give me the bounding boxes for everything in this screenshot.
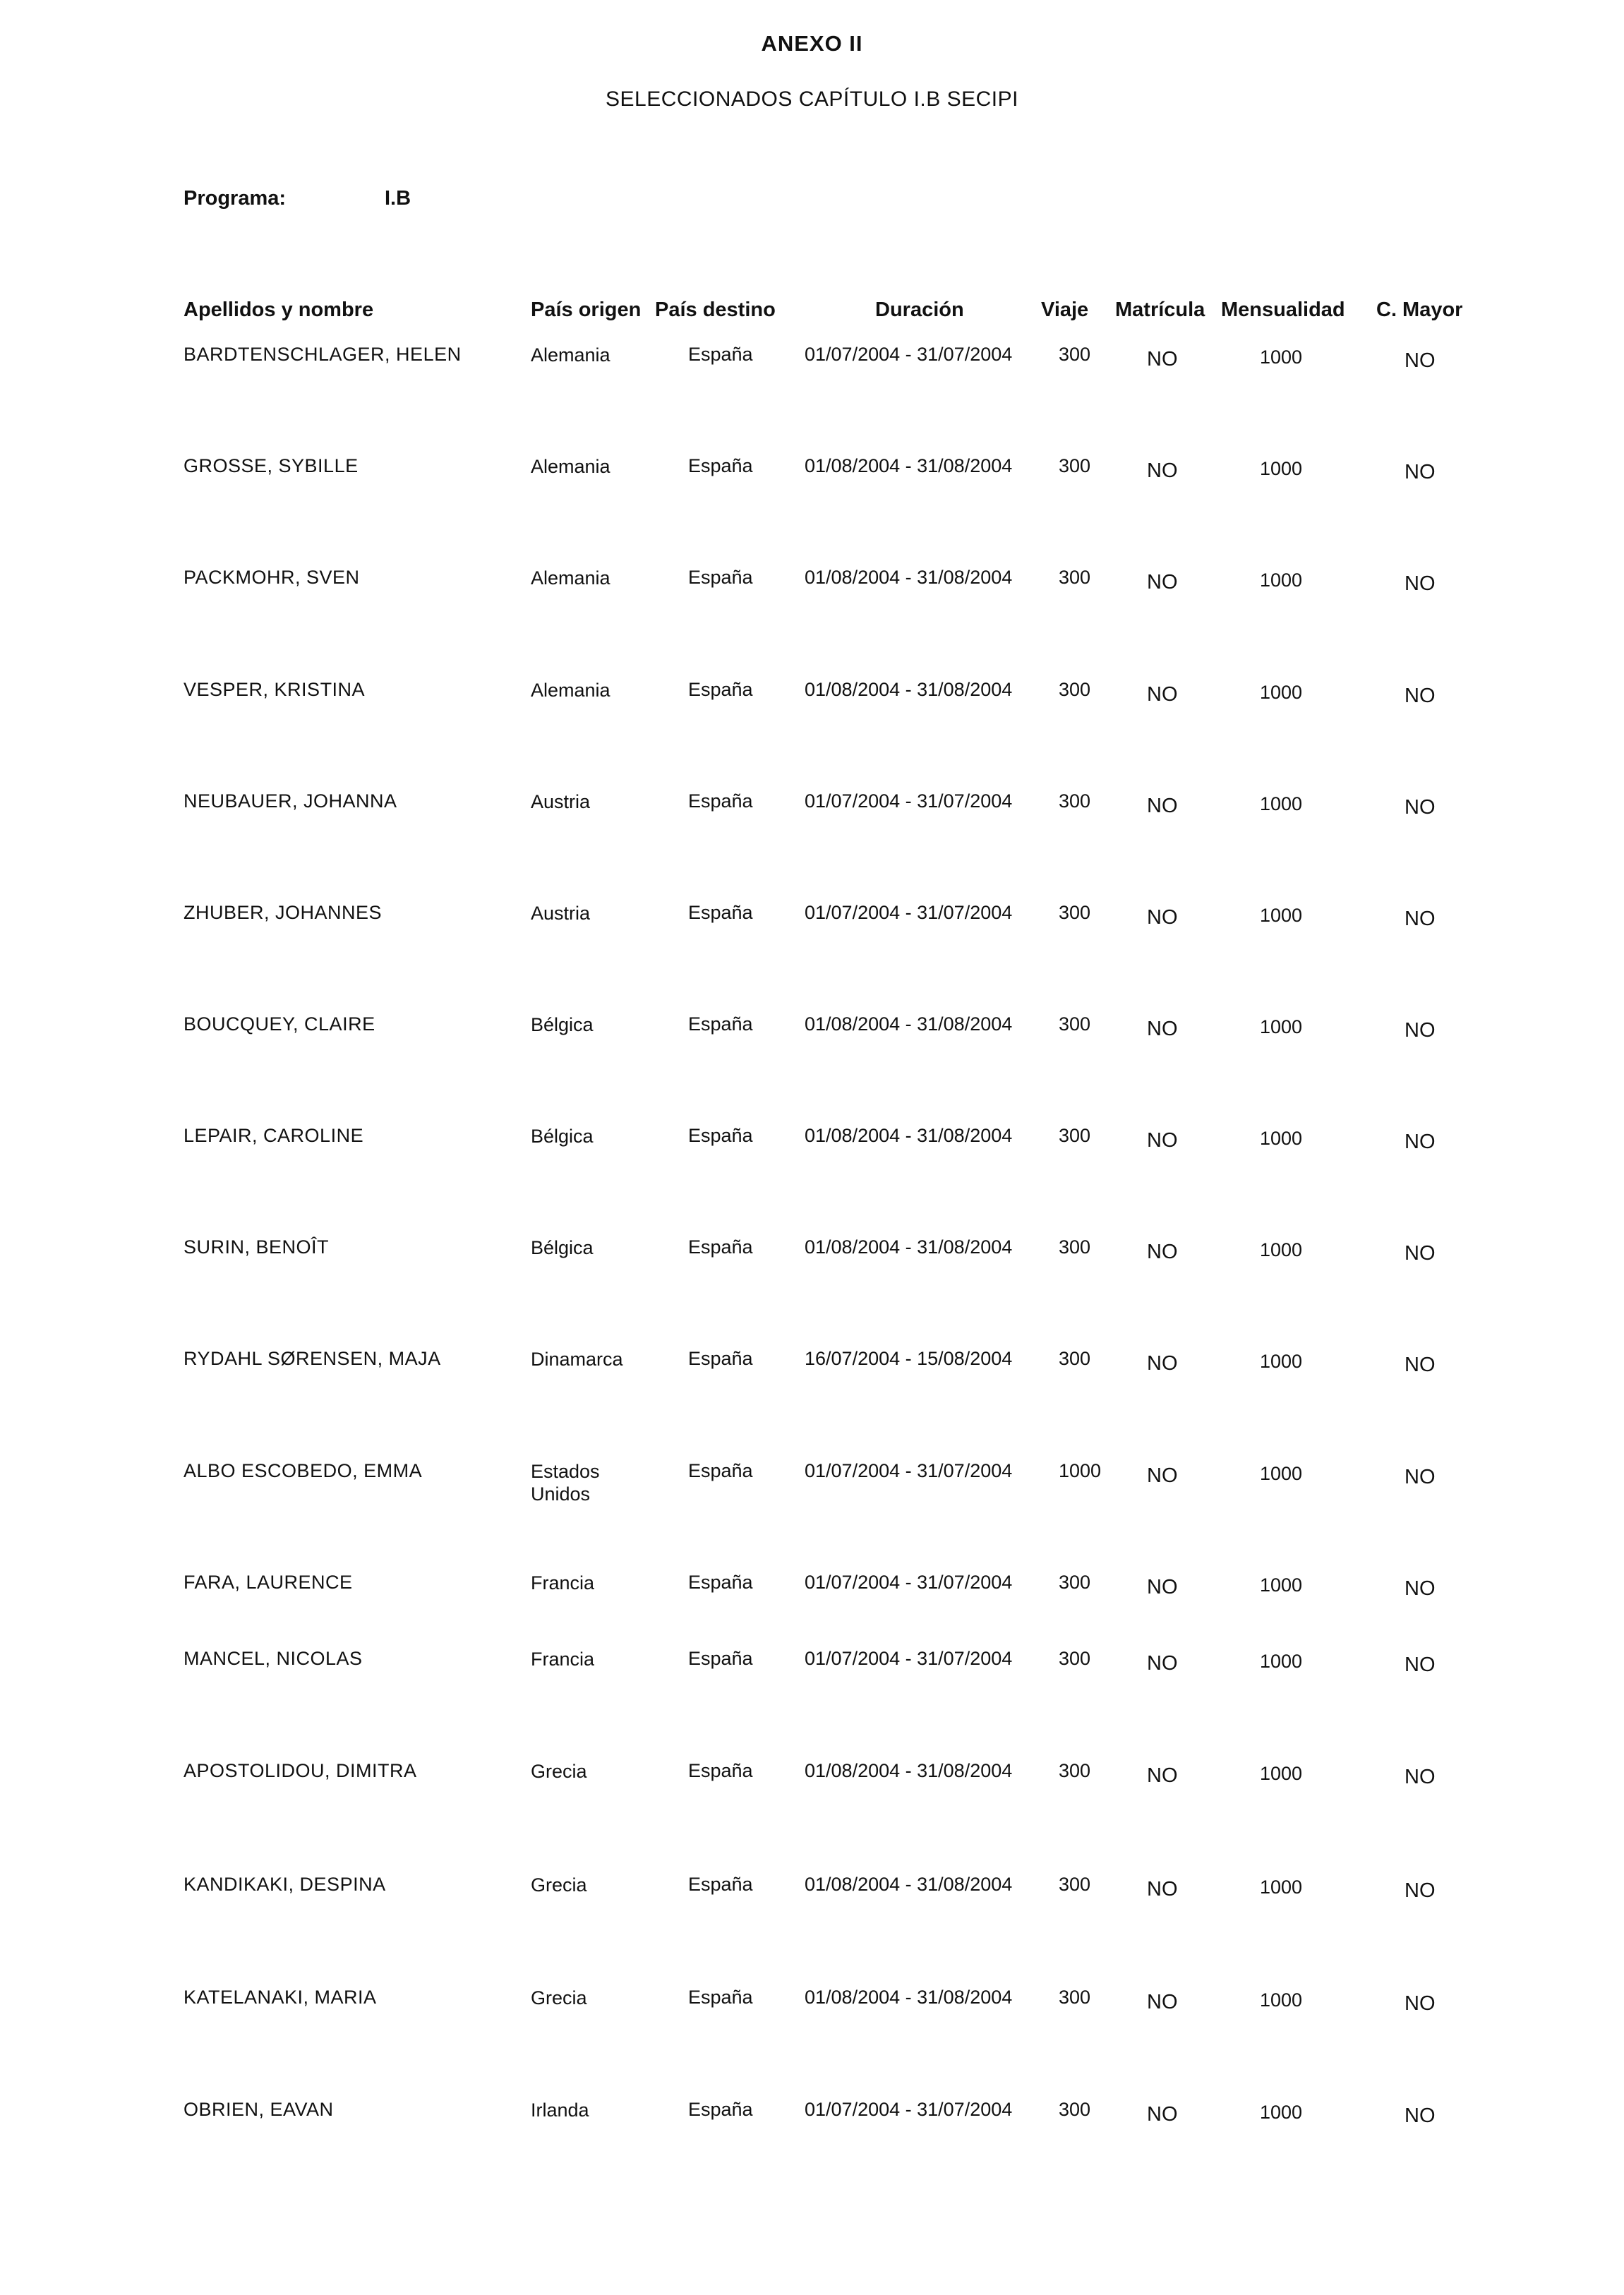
cell-viaje: 300 <box>1059 1648 1091 1669</box>
cell-cmayor: NO <box>1405 572 1436 595</box>
cell-nombre: VESPER, KRISTINA <box>184 679 366 700</box>
cell-matricula: NO <box>1147 571 1178 594</box>
cell-duracion: 01/07/2004 - 31/07/2004 <box>805 790 1013 812</box>
cell-matricula: NO <box>1147 2103 1178 2126</box>
table-row <box>0 1572 1624 1656</box>
cell-cmayor: NO <box>1405 1654 1436 1676</box>
cell-matricula: NO <box>1147 683 1178 706</box>
cell-viaje: 300 <box>1059 902 1091 923</box>
cell-matricula: NO <box>1147 459 1178 482</box>
cell-origen: Grecia <box>531 1874 587 1896</box>
header-mensualidad: Mensualidad <box>1221 299 1345 321</box>
cell-viaje: 300 <box>1059 1013 1091 1035</box>
table-row <box>0 1648 1624 1733</box>
header-viaje: Viaje <box>1041 299 1089 321</box>
cell-destino: España <box>688 1236 753 1258</box>
table-row <box>0 344 1624 428</box>
cell-cmayor: NO <box>1405 1131 1436 1153</box>
cell-matricula: NO <box>1147 1352 1178 1375</box>
cell-destino: España <box>688 1348 753 1369</box>
cell-nombre: ALBO ESCOBEDO, EMMA <box>184 1460 423 1481</box>
header-cmayor: C. Mayor <box>1376 299 1463 321</box>
cell-duracion: 01/07/2004 - 31/07/2004 <box>805 1648 1013 1669</box>
cell-duracion: 01/08/2004 - 31/08/2004 <box>805 1125 1013 1146</box>
cell-cmayor: NO <box>1405 1242 1436 1265</box>
cell-matricula: NO <box>1147 1878 1178 1901</box>
cell-nombre: RYDAHL SØRENSEN, MAJA <box>184 1348 441 1369</box>
cell-origen: Austria <box>531 903 591 924</box>
table-row <box>0 567 1624 651</box>
cell-duracion: 01/07/2004 - 31/07/2004 <box>805 2099 1013 2120</box>
cell-destino: España <box>688 902 753 923</box>
cell-mensualidad: 1000 <box>1260 1651 1303 1672</box>
cell-mensualidad: 1000 <box>1260 1877 1303 1898</box>
cell-origen: Bélgica <box>531 1126 594 1147</box>
cell-mensualidad: 1000 <box>1260 347 1303 368</box>
table-row <box>0 790 1624 875</box>
cell-matricula: NO <box>1147 1018 1178 1040</box>
cell-origen: Francia <box>531 1649 595 1670</box>
cell-nombre: APOSTOLIDOU, DIMITRA <box>184 1760 417 1781</box>
cell-matricula: NO <box>1147 1991 1178 2013</box>
cell-cmayor: NO <box>1405 1019 1436 1042</box>
cell-nombre: FARA, LAURENCE <box>184 1572 353 1593</box>
cell-duracion: 01/08/2004 - 31/08/2004 <box>805 567 1013 588</box>
header-matricula: Matrícula <box>1115 299 1205 321</box>
cell-mensualidad: 1000 <box>1260 458 1303 479</box>
cell-viaje: 300 <box>1059 790 1091 812</box>
cell-origen: Grecia <box>531 1987 587 2008</box>
cell-mensualidad: 1000 <box>1260 1463 1303 1484</box>
cell-mensualidad: 1000 <box>1260 793 1303 814</box>
cell-viaje: 300 <box>1059 1236 1091 1258</box>
cell-origen: Bélgica <box>531 1014 594 1035</box>
cell-duracion: 01/08/2004 - 31/08/2004 <box>805 1013 1013 1035</box>
cell-cmayor: NO <box>1405 1466 1436 1488</box>
cell-mensualidad: 1000 <box>1260 1239 1303 1260</box>
cell-destino: España <box>688 1874 753 1895</box>
cell-cmayor: NO <box>1405 1879 1436 1902</box>
cell-origen: Alemania <box>531 344 610 366</box>
table-row <box>0 1760 1624 1845</box>
document-subtitle: SELECCIONADOS CAPÍTULO I.B SECIPI <box>606 88 1018 111</box>
cell-matricula: NO <box>1147 1241 1178 1263</box>
cell-matricula: NO <box>1147 1576 1178 1598</box>
header-origen: País origen <box>531 299 642 321</box>
cell-duracion: 01/07/2004 - 31/07/2004 <box>805 344 1013 365</box>
cell-mensualidad: 1000 <box>1260 1128 1303 1149</box>
table-row <box>0 1013 1624 1098</box>
header-duracion: Duración <box>875 299 964 321</box>
cell-duracion: 01/08/2004 - 31/08/2004 <box>805 455 1013 476</box>
cell-destino: España <box>688 567 753 588</box>
cell-origen: Estados Unidos <box>531 1461 600 1505</box>
cell-mensualidad: 1000 <box>1260 570 1303 591</box>
cell-nombre: BARDTENSCHLAGER, HELEN <box>184 344 462 365</box>
cell-destino: España <box>688 455 753 476</box>
cell-cmayor: NO <box>1405 1577 1436 1600</box>
cell-duracion: 01/08/2004 - 31/08/2004 <box>805 1236 1013 1258</box>
table-row <box>0 902 1624 987</box>
cell-matricula: NO <box>1147 1764 1178 1787</box>
cell-viaje: 300 <box>1059 1348 1091 1369</box>
cell-destino: España <box>688 1013 753 1035</box>
cell-nombre: SURIN, BENOÎT <box>184 1236 330 1258</box>
cell-origen: Grecia <box>531 1761 587 1782</box>
cell-destino: España <box>688 1125 753 1146</box>
cell-matricula: NO <box>1147 348 1178 371</box>
cell-origen: Francia <box>531 1572 595 1594</box>
cell-cmayor: NO <box>1405 2104 1436 2127</box>
cell-mensualidad: 1000 <box>1260 1989 1303 2011</box>
table-row <box>0 2099 1624 2183</box>
cell-mensualidad: 1000 <box>1260 1574 1303 1596</box>
cell-matricula: NO <box>1147 1129 1178 1152</box>
cell-nombre: BOUCQUEY, CLAIRE <box>184 1013 375 1035</box>
table-row <box>0 1874 1624 1958</box>
header-nombre: Apellidos y nombre <box>184 299 374 321</box>
cell-destino: España <box>688 790 753 812</box>
table-row <box>0 1125 1624 1210</box>
cell-destino: España <box>688 679 753 700</box>
cell-duracion: 01/08/2004 - 31/08/2004 <box>805 1987 1013 2008</box>
cell-duracion: 01/07/2004 - 31/07/2004 <box>805 1460 1013 1481</box>
table-row <box>0 455 1624 540</box>
cell-destino: España <box>688 1648 753 1669</box>
cell-destino: España <box>688 1987 753 2008</box>
cell-mensualidad: 1000 <box>1260 682 1303 703</box>
cell-mensualidad: 1000 <box>1260 905 1303 926</box>
cell-viaje: 300 <box>1059 344 1091 365</box>
cell-nombre: MANCEL, NICOLAS <box>184 1648 363 1669</box>
cell-matricula: NO <box>1147 906 1178 929</box>
cell-duracion: 01/08/2004 - 31/08/2004 <box>805 679 1013 700</box>
cell-nombre: GROSSE, SYBILLE <box>184 455 359 476</box>
cell-duracion: 16/07/2004 - 15/08/2004 <box>805 1348 1013 1369</box>
table-row <box>0 679 1624 764</box>
cell-origen: Alemania <box>531 456 610 477</box>
cell-matricula: NO <box>1147 795 1178 817</box>
cell-nombre: PACKMOHR, SVEN <box>184 567 360 588</box>
cell-nombre: LEPAIR, CAROLINE <box>184 1125 364 1146</box>
cell-destino: España <box>688 1460 753 1481</box>
cell-viaje: 300 <box>1059 1125 1091 1146</box>
cell-destino: España <box>688 1760 753 1781</box>
document-title: ANEXO II <box>761 31 863 56</box>
cell-origen: Dinamarca <box>531 1349 623 1370</box>
cell-viaje: 1000 <box>1059 1460 1102 1481</box>
program-value: I.B <box>385 187 411 210</box>
program-label: Programa: <box>184 187 287 210</box>
header-destino: País destino <box>655 299 776 321</box>
cell-origen: Alemania <box>531 567 610 589</box>
cell-cmayor: NO <box>1405 1766 1436 1788</box>
cell-viaje: 300 <box>1059 1760 1091 1781</box>
cell-mensualidad: 1000 <box>1260 1351 1303 1372</box>
cell-viaje: 300 <box>1059 2099 1091 2120</box>
cell-nombre: OBRIEN, EAVAN <box>184 2099 334 2120</box>
cell-viaje: 300 <box>1059 1874 1091 1895</box>
cell-matricula: NO <box>1147 1464 1178 1487</box>
cell-cmayor: NO <box>1405 796 1436 819</box>
cell-cmayor: NO <box>1405 1992 1436 2015</box>
cell-cmayor: NO <box>1405 685 1436 707</box>
cell-cmayor: NO <box>1405 908 1436 930</box>
cell-nombre: ZHUBER, JOHANNES <box>184 902 383 923</box>
cell-destino: España <box>688 2099 753 2120</box>
cell-cmayor: NO <box>1405 1354 1436 1376</box>
table-row <box>0 1236 1624 1321</box>
cell-mensualidad: 1000 <box>1260 1016 1303 1037</box>
cell-origen: Bélgica <box>531 1237 594 1258</box>
cell-duracion: 01/08/2004 - 31/08/2004 <box>805 1760 1013 1781</box>
cell-origen: Alemania <box>531 680 610 701</box>
cell-viaje: 300 <box>1059 455 1091 476</box>
cell-cmayor: NO <box>1405 461 1436 483</box>
cell-origen: Irlanda <box>531 2100 589 2121</box>
cell-mensualidad: 1000 <box>1260 1763 1303 1784</box>
cell-destino: España <box>688 344 753 365</box>
cell-nombre: KATELANAKI, MARIA <box>184 1987 377 2008</box>
cell-mensualidad: 1000 <box>1260 2102 1303 2123</box>
cell-destino: España <box>688 1572 753 1593</box>
cell-viaje: 300 <box>1059 567 1091 588</box>
table-row <box>0 1460 1624 1545</box>
cell-viaje: 300 <box>1059 1572 1091 1593</box>
cell-viaje: 300 <box>1059 1987 1091 2008</box>
cell-nombre: NEUBAUER, JOHANNA <box>184 790 397 812</box>
cell-matricula: NO <box>1147 1652 1178 1675</box>
cell-duracion: 01/07/2004 - 31/07/2004 <box>805 902 1013 923</box>
cell-origen: Austria <box>531 791 591 812</box>
cell-nombre: KANDIKAKI, DESPINA <box>184 1874 386 1895</box>
cell-duracion: 01/08/2004 - 31/08/2004 <box>805 1874 1013 1895</box>
table-row <box>0 1348 1624 1433</box>
table-row <box>0 1987 1624 2071</box>
cell-viaje: 300 <box>1059 679 1091 700</box>
cell-duracion: 01/07/2004 - 31/07/2004 <box>805 1572 1013 1593</box>
cell-cmayor: NO <box>1405 349 1436 372</box>
